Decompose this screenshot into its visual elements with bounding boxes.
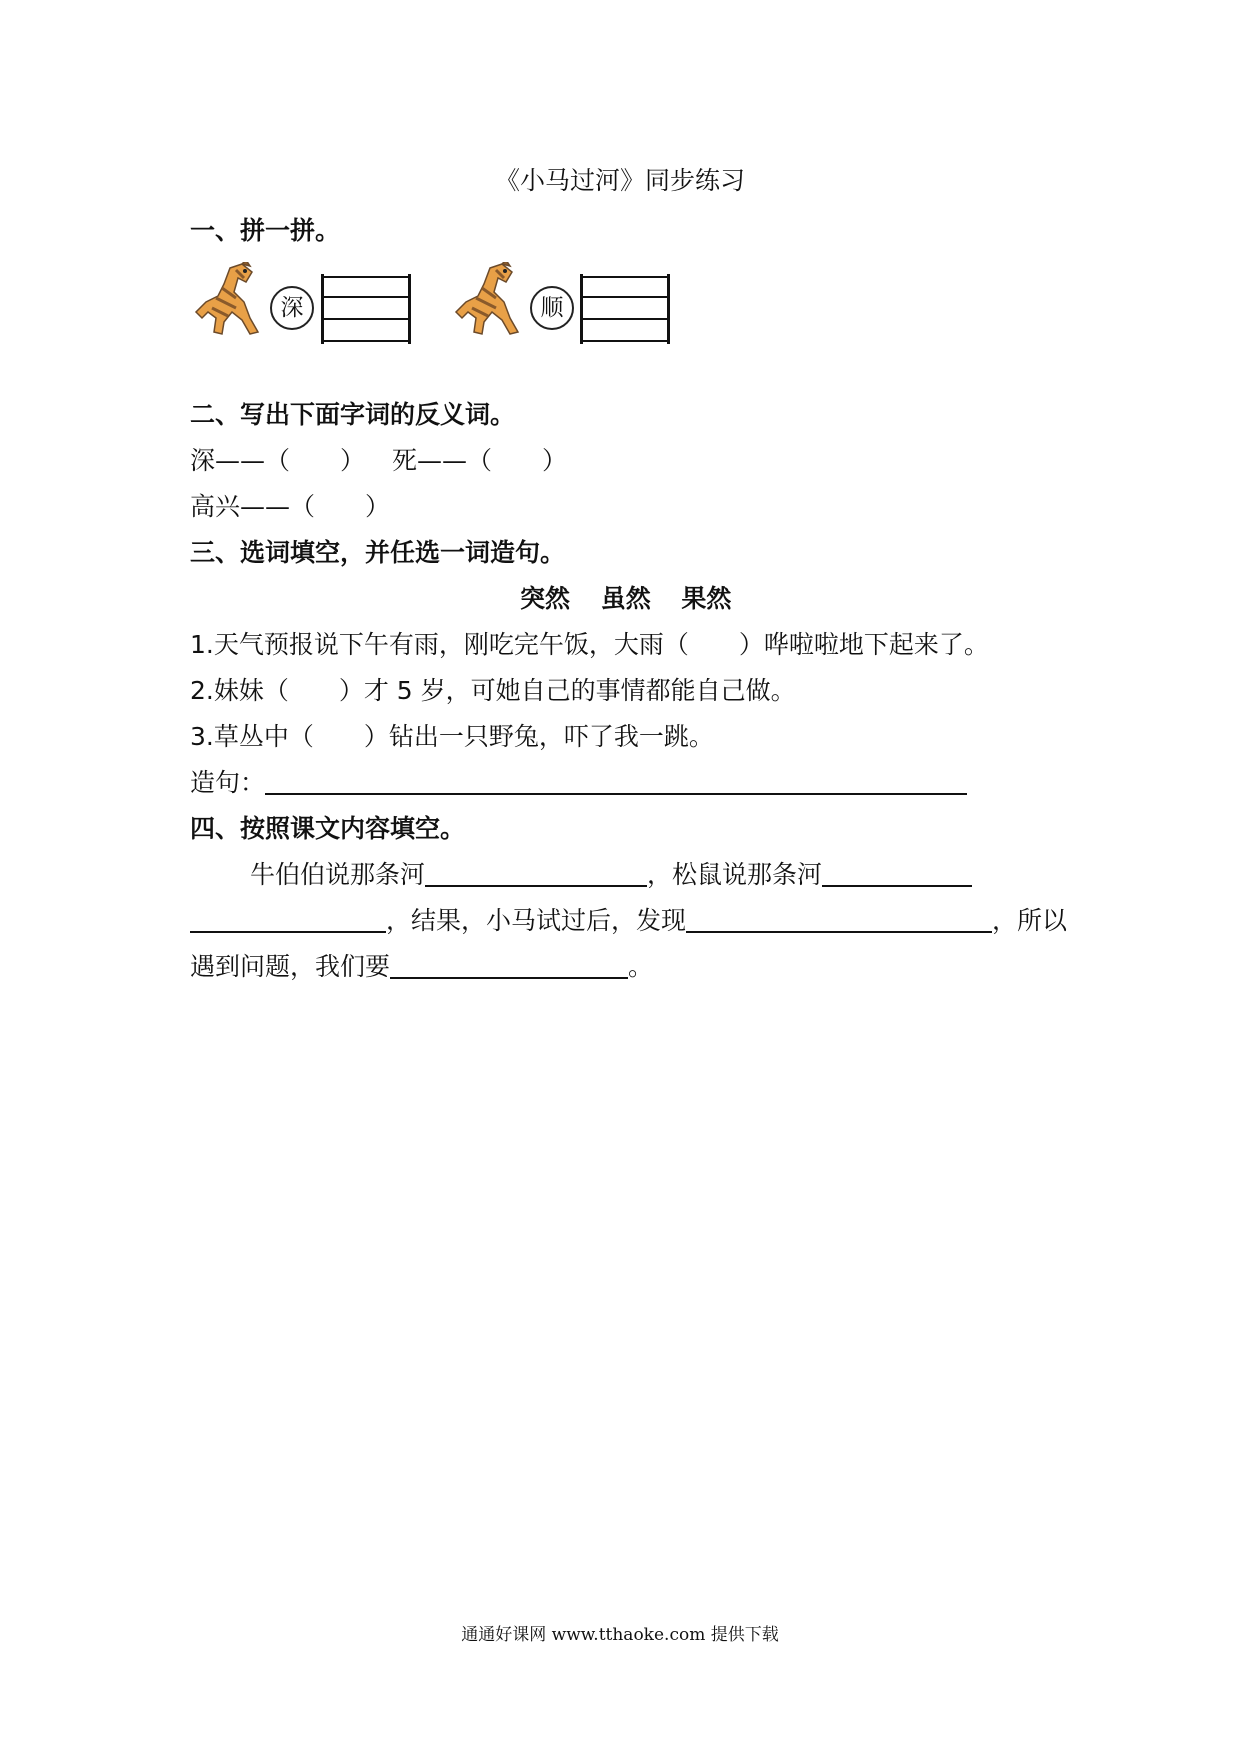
pinyin-char-circle [530,286,574,330]
antonym-item[interactable]: 深——（ ） [190,446,366,475]
pinyin-char: 顺 [540,295,564,321]
zaoju-answer-line[interactable] [265,767,967,795]
fill-text: ，结果，小马试过后，发现 [386,906,687,935]
pinyin-char: 深 [280,295,304,321]
question-2[interactable]: 2.妹妹（ ）才 5 岁，可她自己的事情都能自己做。 [190,676,796,705]
section4-heading: 四、按照课文内容填空。 [190,814,466,843]
fill-paragraph-line-1 [250,855,972,891]
zaoju-row [190,763,967,799]
section2-heading: 二、写出下面字词的反义词。 [190,400,516,429]
pinyin-writing-box[interactable] [580,274,670,344]
footer-credit: 通通好课网 www.tthaoke.com 提供下载 [461,1625,779,1645]
fill-blank[interactable] [390,951,628,979]
fill-text: 牛伯伯说那条河 [250,860,426,889]
zaoju-label: 造句： [190,768,266,797]
fill-blank[interactable] [190,905,386,933]
fill-text: ，所以 [992,906,1068,935]
question-1[interactable]: 1.天气预报说下午有雨，刚吃完午饭，大雨（ ）哗啦啦地下起来了。 [190,630,989,659]
horse-icon [452,262,532,340]
horse-icon [192,262,272,340]
fill-blank[interactable] [822,859,972,887]
antonym-item[interactable]: 死——（ ） [392,446,568,475]
section3-heading: 三、选词填空，并任选一词造句。 [190,538,566,567]
word-bank: 突然 虽然 果然 [520,584,732,613]
fill-blank[interactable] [686,905,992,933]
antonym-item[interactable]: 高兴——（ ） [190,492,391,521]
pinyin-char-circle [270,286,314,330]
fill-text: ，松鼠说那条河 [647,860,823,889]
fill-text: 遇到问题，我们要 [190,952,391,981]
fill-paragraph-line-2 [190,901,1067,937]
fill-text: 。 [628,952,654,981]
pinyin-writing-box[interactable] [321,274,411,344]
section1-heading: 一、拼一拼。 [190,216,341,245]
fill-paragraph-line-3 [190,947,653,983]
question-3[interactable]: 3.草丛中（ ）钻出一只野兔，吓了我一跳。 [190,722,714,751]
fill-blank[interactable] [425,859,647,887]
page-title: 《小马过河》同步练习 [494,166,745,195]
